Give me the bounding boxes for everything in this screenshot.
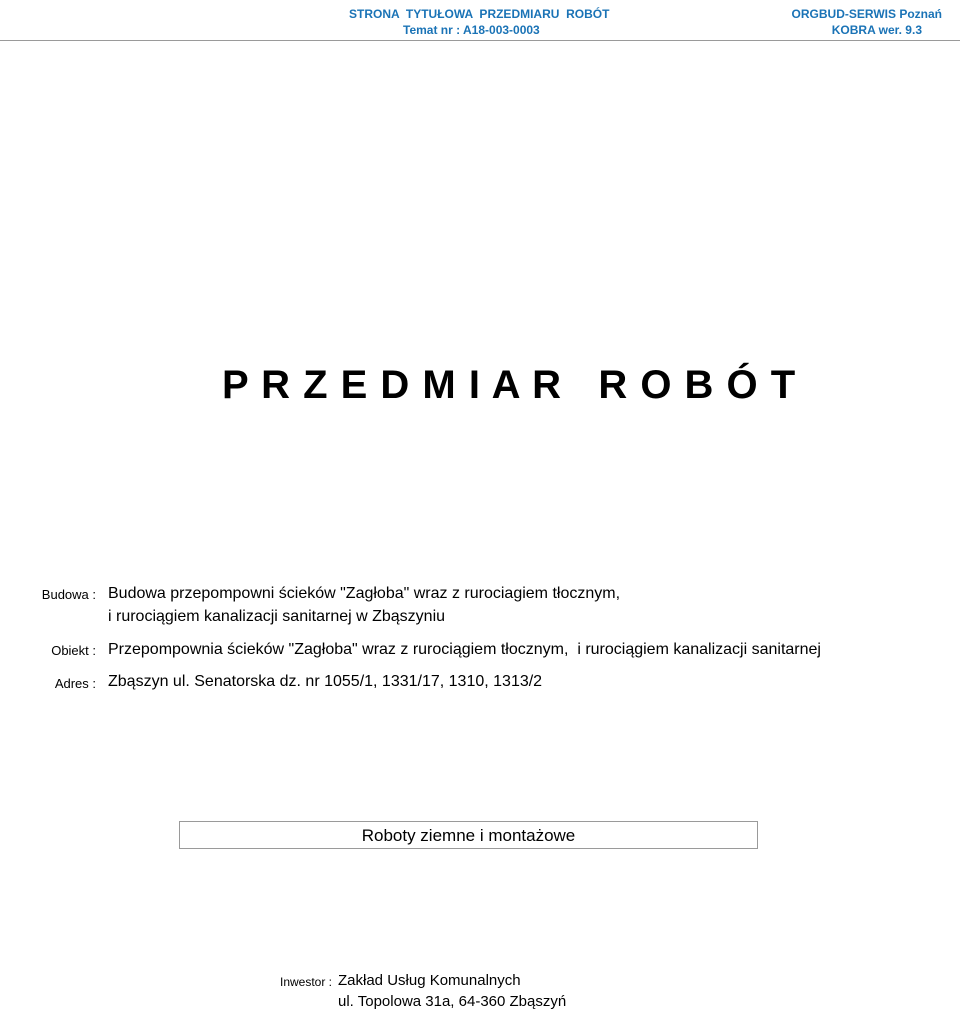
budowa-value-line1: Budowa przepompowni ścieków "Zagłoba" wraz z rurociagiem tłocznym, [108,585,621,602]
adres-label: Adres : [54,676,96,691]
inwestor-address: ul. Topolowa 31a, 64-360 Zbąszyń [338,993,567,1010]
header-company: ORGBUD-SERWIS Poznań [791,7,942,21]
inwestor-label: Inwestor : [280,975,333,989]
budowa-label: Budowa : [41,587,96,602]
header-divider [0,40,960,41]
header-temat: Temat nr : A18-003-0003 [403,23,540,37]
inwestor-name: Zakład Usług Komunalnych [338,972,521,989]
header-version: KOBRA wer. 9.3 [831,23,922,37]
header-title: STRONA TYTUŁOWA PRZEDMIARU ROBÓT [349,7,610,21]
adres-value: Zbąszyn ul. Senatorska dz. nr 1055/1, 1331/17, 1310, 1313/2 [108,673,543,690]
obiekt-label: Obiekt : [51,643,96,658]
scope-box: Roboty ziemne i montażowe [179,821,758,849]
obiekt-value: Przepompownia ścieków "Zagłoba" wraz z rurociągiem tłocznym, i rurociągiem kanalizacji sanitarnej [108,641,821,658]
budowa-value-line2: i rurociągiem kanalizacji sanitarnej w Zbąszyniu [108,608,446,625]
document-title: P R Z E D M I A R R O B Ó T [222,363,797,407]
